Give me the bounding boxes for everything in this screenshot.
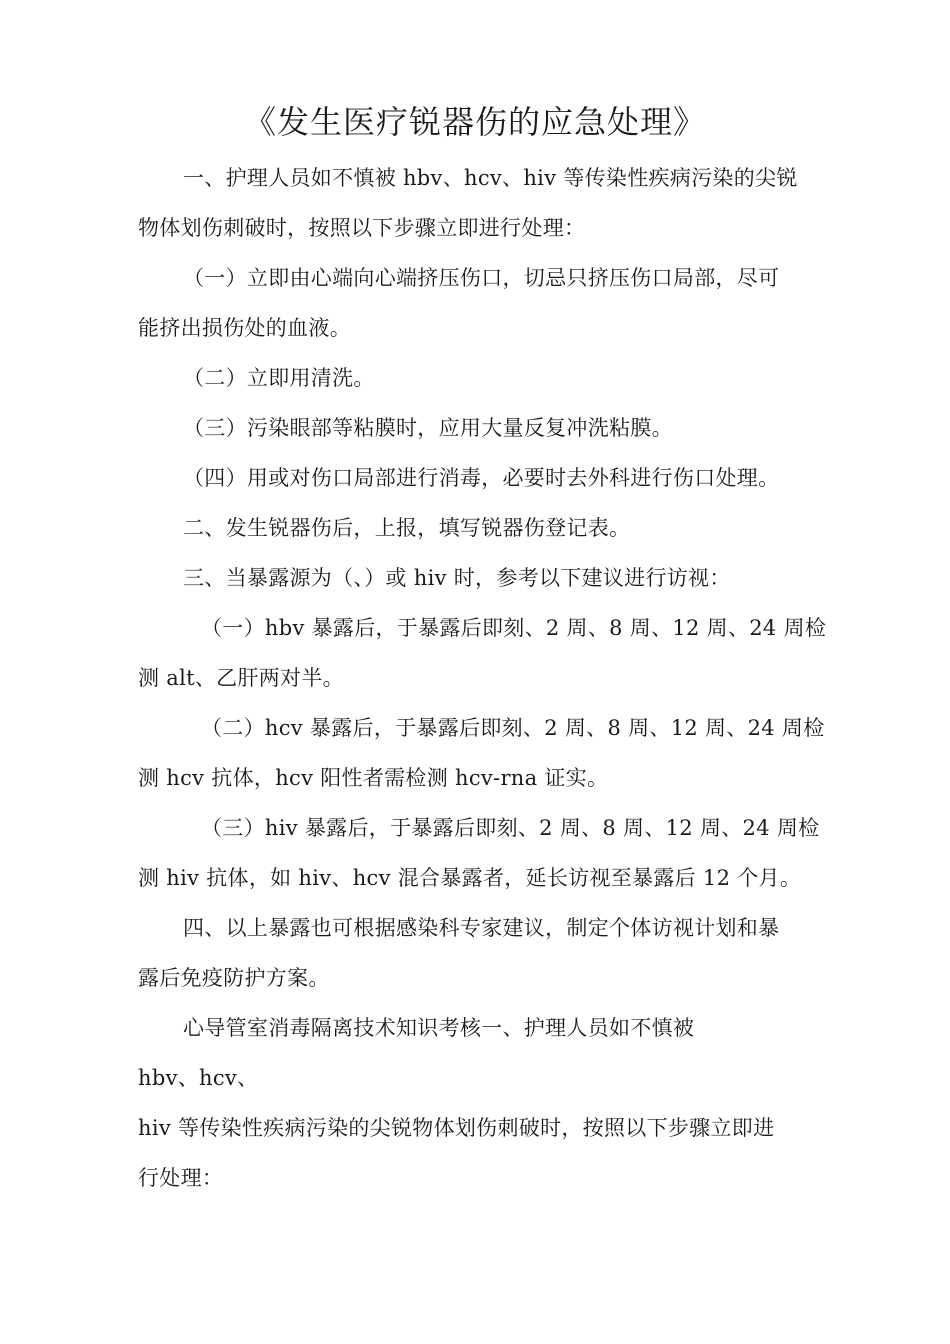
paragraph-line: （三）hiv 暴露后，于暴露后即刻、2 周、8 周、12 周、24 周检 bbox=[201, 816, 820, 840]
paragraph-line: （一）立即由心端向心端挤压伤口，切忌只挤压伤口局部，尽可 bbox=[183, 266, 780, 290]
paragraph-line: 测 alt、乙肝两对半。 bbox=[138, 666, 344, 690]
paragraph-line: （四）用或对伤口局部进行消毒，必要时去外科进行伤口处理。 bbox=[183, 466, 780, 490]
paragraph-line: （一）hbv 暴露后，于暴露后即刻、2 周、8 周、12 周、24 周检 bbox=[201, 616, 827, 640]
paragraph-line: hbv、hcv、 bbox=[138, 1066, 259, 1090]
paragraph-line: 行处理： bbox=[138, 1166, 224, 1190]
paragraph-line: 三、当暴露源为（、）或 hiv 时，参考以下建议进行访视： bbox=[183, 566, 731, 590]
paragraph-line: 物体划伤刺破时，按照以下步骤立即进行处理： bbox=[138, 216, 586, 240]
paragraph-line: （二）hcv 暴露后，于暴露后即刻、2 周、8 周、12 周、24 周检 bbox=[201, 716, 825, 740]
paragraph-line: 二、发生锐器伤后，上报，填写锐器伤登记表。 bbox=[183, 516, 631, 540]
paragraph-line: 露后免疫防护方案。 bbox=[138, 966, 330, 990]
paragraph-line: 测 hcv 抗体，hcv 阳性者需检测 hcv-rna 证实。 bbox=[138, 766, 609, 790]
paragraph-line: 一、护理人员如不慎被 hbv、hcv、hiv 等传染性疾病污染的尖锐 bbox=[183, 166, 798, 190]
paragraph-line: 能挤出损伤处的血液。 bbox=[138, 316, 351, 340]
document-title: 《发生医疗锐器伤的应急处理》 bbox=[243, 103, 706, 141]
paragraph-line: （三）污染眼部等粘膜时，应用大量反复冲洗粘膜。 bbox=[183, 416, 673, 440]
paragraph-line: hiv 等传染性疾病污染的尖锐物体划伤刺破时，按照以下步骤立即进 bbox=[138, 1116, 775, 1140]
paragraph-line: 心导管室消毒隔离技术知识考核一、护理人员如不慎被 bbox=[183, 1016, 695, 1040]
paragraph-line: 测 hiv 抗体，如 hiv、hcv 混合暴露者，延长访视至暴露后 12 个月。 bbox=[138, 866, 802, 890]
paragraph-line: 四、以上暴露也可根据感染科专家建议，制定个体访视计划和暴 bbox=[183, 916, 780, 940]
paragraph-line: （二）立即用清洗。 bbox=[183, 366, 375, 390]
